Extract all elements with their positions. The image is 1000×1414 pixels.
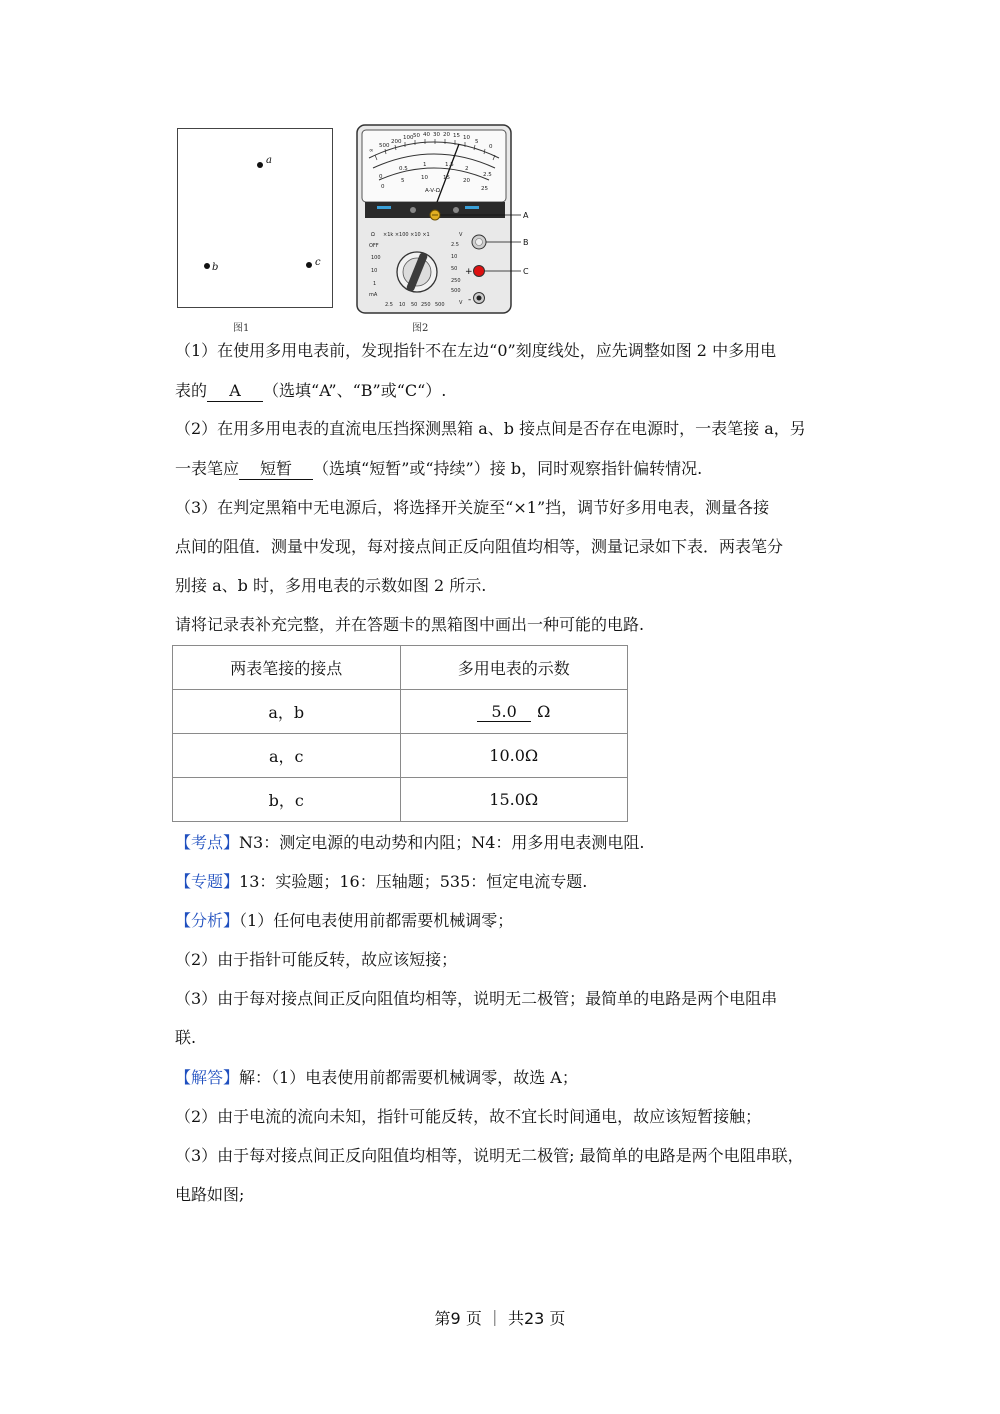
svg-text:10: 10 <box>371 268 378 274</box>
point-a-dot <box>257 162 263 168</box>
svg-text:mA: mA <box>369 292 378 298</box>
table-row <box>173 734 628 778</box>
table-cell-value <box>400 690 628 734</box>
table-header-row <box>173 646 628 690</box>
svg-text:10: 10 <box>463 135 470 141</box>
figure-2-multimeter <box>355 122 540 316</box>
table-cell-points: a，c <box>173 734 401 778</box>
table-row <box>173 778 628 822</box>
svg-text:OFF: OFF <box>369 243 379 249</box>
svg-text:10: 10 <box>399 302 406 308</box>
kaodian-line <box>175 833 644 853</box>
svg-text:15: 15 <box>453 133 460 139</box>
jieda-tag: 【解答】 <box>175 1068 240 1087</box>
svg-text:2: 2 <box>465 166 469 172</box>
point-c-label: c <box>315 257 321 268</box>
svg-text:+: + <box>465 267 473 277</box>
table-header-value: 多用电表的示数 <box>400 646 628 690</box>
svg-text:-: - <box>468 295 472 305</box>
q2-line1: （2）在用多用电表的直流电压挡探测黑箱 a、b 接点间是否存在电源时，一表笔接 a，另 <box>175 419 806 438</box>
point-b-dot <box>204 263 210 269</box>
fenxi-line3: （3）由于每对接点间正反向阻值均相等，说明无二极管；最简单的电路是两个电阻串 <box>175 989 778 1008</box>
zhuanti-tag: 【专题】 <box>175 872 240 891</box>
q1-answer-blank: A <box>207 381 263 402</box>
svg-text:×1k ×100 ×10 ×1: ×1k ×100 ×10 ×1 <box>383 232 430 238</box>
svg-text:500: 500 <box>379 143 390 149</box>
q2-line2 <box>175 459 702 480</box>
svg-text:0: 0 <box>379 174 383 180</box>
svg-text:250: 250 <box>421 302 431 308</box>
svg-text:1: 1 <box>423 162 427 168</box>
jieda-text: 解：（1）电表使用前都需要机械调零，故选 A； <box>239 1068 578 1087</box>
svg-text:500: 500 <box>435 302 445 308</box>
q3-line2: 点间的阻值．测量中发现，每对接点间正反向阻值均相等，测量记录如下表．两表笔分 <box>175 537 784 556</box>
svg-text:15: 15 <box>443 175 450 181</box>
q2-line2-pre: 一表笔应 <box>175 459 240 478</box>
table-row <box>173 690 628 734</box>
svg-text:250: 250 <box>451 278 461 284</box>
q1-line2-post: （选填“A”、“B”或“C“）. <box>263 381 447 400</box>
q3-line3: 别接 a、b 时，多用电表的示数如图 2 所示. <box>175 576 487 595</box>
svg-text:V: V <box>459 300 463 306</box>
figure-1-caption: 图1 <box>233 323 250 334</box>
fenxi-line1 <box>175 911 513 931</box>
instruction: 请将记录表补充完整，并在答题卡的黑箱图中画出一种可能的电路. <box>175 615 645 634</box>
record-table <box>172 645 628 822</box>
page-footer: 第9 页 ｜ 共23 页 <box>434 1309 566 1328</box>
table-cell-value: 10.0Ω <box>400 734 628 778</box>
svg-text:Ω: Ω <box>371 232 375 238</box>
point-a-label: a <box>266 155 272 166</box>
zhuanti-text: 13：实验题；16：压轴题；535：恒定电流专题. <box>239 872 588 891</box>
table-answer-blank: 5.0 <box>477 702 531 722</box>
dial-scale-infinity: ∞ <box>369 148 374 154</box>
svg-text:500: 500 <box>451 288 461 294</box>
zhuanti-line <box>175 872 587 892</box>
svg-text:50: 50 <box>411 302 418 308</box>
table-cell-points: b，c <box>173 778 401 822</box>
q1-line2-pre: 表的 <box>175 381 208 400</box>
svg-text:50: 50 <box>413 133 420 139</box>
table-cell-value: 15.0Ω <box>400 778 628 822</box>
figure-2-caption: 图2 <box>412 323 429 334</box>
svg-text:10: 10 <box>451 254 458 260</box>
svg-text:20: 20 <box>463 178 470 184</box>
svg-text:100: 100 <box>371 255 381 261</box>
fenxi-text: （1）任何电表使用前都需要机械调零； <box>239 911 514 930</box>
callout-b: B <box>523 238 529 247</box>
kaodian-tag: 【考点】 <box>175 833 240 852</box>
svg-text:0: 0 <box>489 144 493 150</box>
svg-text:10: 10 <box>421 175 428 181</box>
svg-text:1.5: 1.5 <box>445 162 454 168</box>
q2-line2-post: （选填“短暂”或“持续”）接 b，同时观察指针偏转情况. <box>313 459 703 478</box>
q1-line1: （1）在使用多用电表前，发现指针不在左边“0”刻度线处，应先调整如图 2 中多用电 <box>175 341 777 360</box>
svg-text:40: 40 <box>423 132 430 138</box>
table-cell-points: a，b <box>173 690 401 734</box>
figure-1-black-box <box>177 128 333 308</box>
point-b-label: b <box>212 262 219 273</box>
jieda-line3: （3）由于每对接点间正反向阻值均相等，说明无二极管; 最简单的电路是两个电阻串联， <box>175 1146 804 1165</box>
kaodian-text: N3：测定电源的电动势和内阻；N4：用多用电表测电阻. <box>239 833 645 852</box>
dial-center-label: A-V-Ω <box>425 188 440 194</box>
table-header-points: 两表笔接的接点 <box>173 646 401 690</box>
svg-text:30: 30 <box>433 132 440 138</box>
fenxi-line4: 联. <box>175 1028 197 1047</box>
jieda-line4: 电路如图; <box>175 1185 245 1204</box>
svg-text:V: V <box>459 232 463 238</box>
point-c-dot <box>306 262 312 268</box>
svg-text:50: 50 <box>451 266 458 272</box>
svg-text:0: 0 <box>381 184 385 190</box>
callout-a: A <box>523 211 529 220</box>
fenxi-line2: （2）由于指针可能反转，故应该短接； <box>175 950 458 969</box>
svg-text:5: 5 <box>475 139 479 145</box>
svg-text:2.5: 2.5 <box>483 172 492 178</box>
jieda-line1 <box>175 1068 578 1088</box>
svg-text:2.5: 2.5 <box>385 302 393 308</box>
svg-text:100: 100 <box>403 135 414 141</box>
table-cell-unit: Ω <box>537 701 551 721</box>
callout-c: C <box>523 267 529 276</box>
svg-text:5: 5 <box>401 178 405 184</box>
fenxi-tag: 【分析】 <box>175 911 240 930</box>
q1-line2 <box>175 381 446 402</box>
svg-text:200: 200 <box>391 139 402 145</box>
jieda-line2: （2）由于电流的流向未知，指针可能反转，故不宜长时间通电，故应该短暂接触； <box>175 1107 762 1126</box>
svg-text:25: 25 <box>481 186 488 192</box>
positive-jack <box>474 266 485 277</box>
svg-text:20: 20 <box>443 132 450 138</box>
q2-answer-blank: 短暂 <box>239 459 313 480</box>
svg-text:1: 1 <box>373 281 377 287</box>
svg-text:2.5: 2.5 <box>451 242 459 248</box>
svg-text:0.5: 0.5 <box>399 166 408 172</box>
q3-line1: （3）在判定黑箱中无电源后，将选择开关旋至“×1”挡，调节好多用电表，测量各接 <box>175 498 770 517</box>
